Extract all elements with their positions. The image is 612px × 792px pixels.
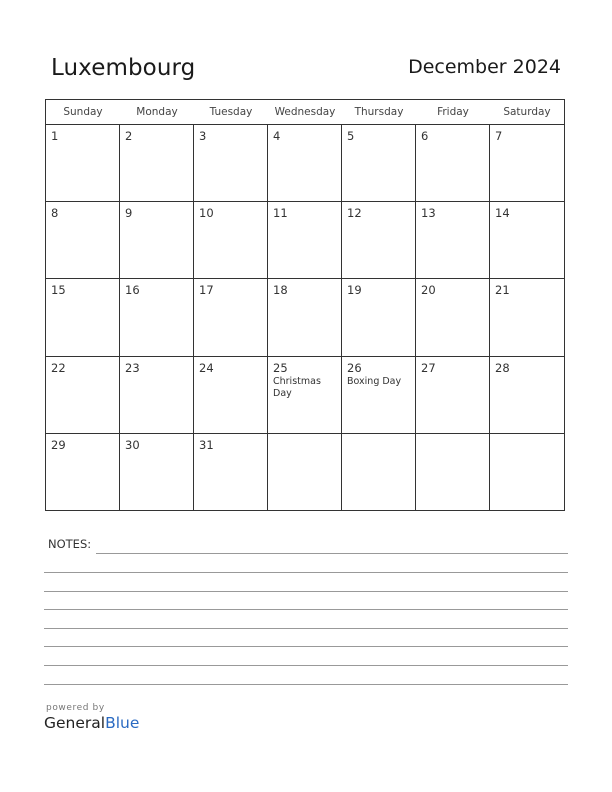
- brand-name-part2: Blue: [105, 714, 140, 732]
- holiday-label: Boxing Day: [347, 375, 402, 387]
- day-number: 24: [199, 360, 214, 375]
- day-cell: [416, 202, 490, 279]
- day-cell: [120, 125, 194, 202]
- branding: [44, 703, 139, 732]
- weekday-thursday: Thursday: [354, 106, 404, 118]
- day-cell: [268, 202, 342, 279]
- day-cell: [46, 125, 120, 202]
- day-number: 16: [125, 283, 140, 298]
- day-number: 25: [273, 360, 288, 375]
- day-cell: [46, 434, 120, 511]
- day-number: 27: [421, 360, 436, 375]
- day-cell: [490, 125, 564, 202]
- day-number: 4: [273, 129, 281, 143]
- day-number: 5: [347, 129, 355, 143]
- note-line: [96, 553, 568, 554]
- day-number: 1: [51, 129, 59, 143]
- day-cell: [342, 357, 416, 434]
- day-cell: [268, 357, 342, 434]
- day-number: 30: [125, 437, 140, 452]
- weekday-friday: Friday: [437, 106, 469, 118]
- day-cell: [194, 202, 268, 279]
- brand-name-part1: General: [44, 714, 106, 732]
- calendar-days: [46, 125, 564, 511]
- day-cell: [194, 434, 268, 511]
- powered-by-text: powered by: [46, 703, 105, 713]
- day-cell: [46, 279, 120, 356]
- calendar-month-title: December 2024: [408, 56, 561, 78]
- day-cell: [194, 357, 268, 434]
- day-number: 10: [199, 206, 214, 221]
- day-number: 2: [125, 129, 133, 143]
- day-cell: [268, 434, 342, 511]
- weekday-sunday: Sunday: [63, 106, 103, 118]
- day-number: 8: [51, 206, 59, 221]
- note-line: [44, 609, 568, 610]
- day-cell: [490, 279, 564, 356]
- day-number: 3: [199, 129, 207, 143]
- notes-label: NOTES:: [48, 537, 92, 551]
- day-number: 29: [51, 437, 66, 452]
- note-line: [44, 646, 568, 647]
- day-number: 26: [347, 360, 362, 375]
- day-cell: [490, 434, 564, 511]
- day-number: 23: [125, 360, 140, 375]
- day-number: 28: [495, 360, 510, 375]
- day-cell: [120, 357, 194, 434]
- day-number: 7: [495, 129, 503, 143]
- calendar-country-title: Luxembourg: [51, 55, 196, 81]
- day-cell: [416, 279, 490, 356]
- day-number: 14: [495, 206, 510, 221]
- day-cell: [46, 202, 120, 279]
- day-cell: [194, 279, 268, 356]
- day-cell: [490, 357, 564, 434]
- day-cell: [342, 279, 416, 356]
- day-number: 19: [347, 283, 362, 298]
- day-cell: [120, 434, 194, 511]
- day-number: 17: [199, 283, 214, 298]
- day-cell: [120, 279, 194, 356]
- weekday-saturday: Saturday: [503, 106, 551, 118]
- day-number: 12: [347, 206, 362, 221]
- day-cell: [342, 125, 416, 202]
- day-number: 6: [421, 129, 429, 143]
- day-number: 13: [421, 206, 436, 221]
- day-cell: [416, 434, 490, 511]
- day-cell: [268, 125, 342, 202]
- day-number: 21: [495, 283, 510, 298]
- weekday-wednesday: Wednesday: [274, 106, 336, 118]
- calendar-grid: [45, 99, 565, 511]
- note-line: [44, 665, 568, 666]
- day-cell: [342, 434, 416, 511]
- day-number: 9: [125, 206, 133, 221]
- day-number: 11: [273, 206, 288, 221]
- day-cell: [194, 125, 268, 202]
- day-cell: [416, 125, 490, 202]
- weekday-monday: Monday: [136, 106, 178, 118]
- weekday-tuesday: Tuesday: [209, 106, 253, 118]
- day-number: 15: [51, 283, 66, 298]
- note-line: [44, 684, 568, 685]
- note-line: [44, 628, 568, 629]
- day-number: 22: [51, 360, 66, 375]
- day-cell: [490, 202, 564, 279]
- brand-logo: [44, 714, 139, 732]
- holiday-label: Christmas Day: [273, 375, 321, 399]
- note-line: [44, 572, 568, 573]
- day-cell: [120, 202, 194, 279]
- day-cell: [342, 202, 416, 279]
- day-number: 20: [421, 283, 436, 298]
- day-cell: [46, 357, 120, 434]
- day-cell: [416, 357, 490, 434]
- weekday-header-row: [46, 100, 564, 125]
- day-number: 18: [273, 283, 288, 298]
- day-cell: [268, 279, 342, 356]
- note-line: [44, 591, 568, 592]
- day-number: 31: [199, 437, 214, 452]
